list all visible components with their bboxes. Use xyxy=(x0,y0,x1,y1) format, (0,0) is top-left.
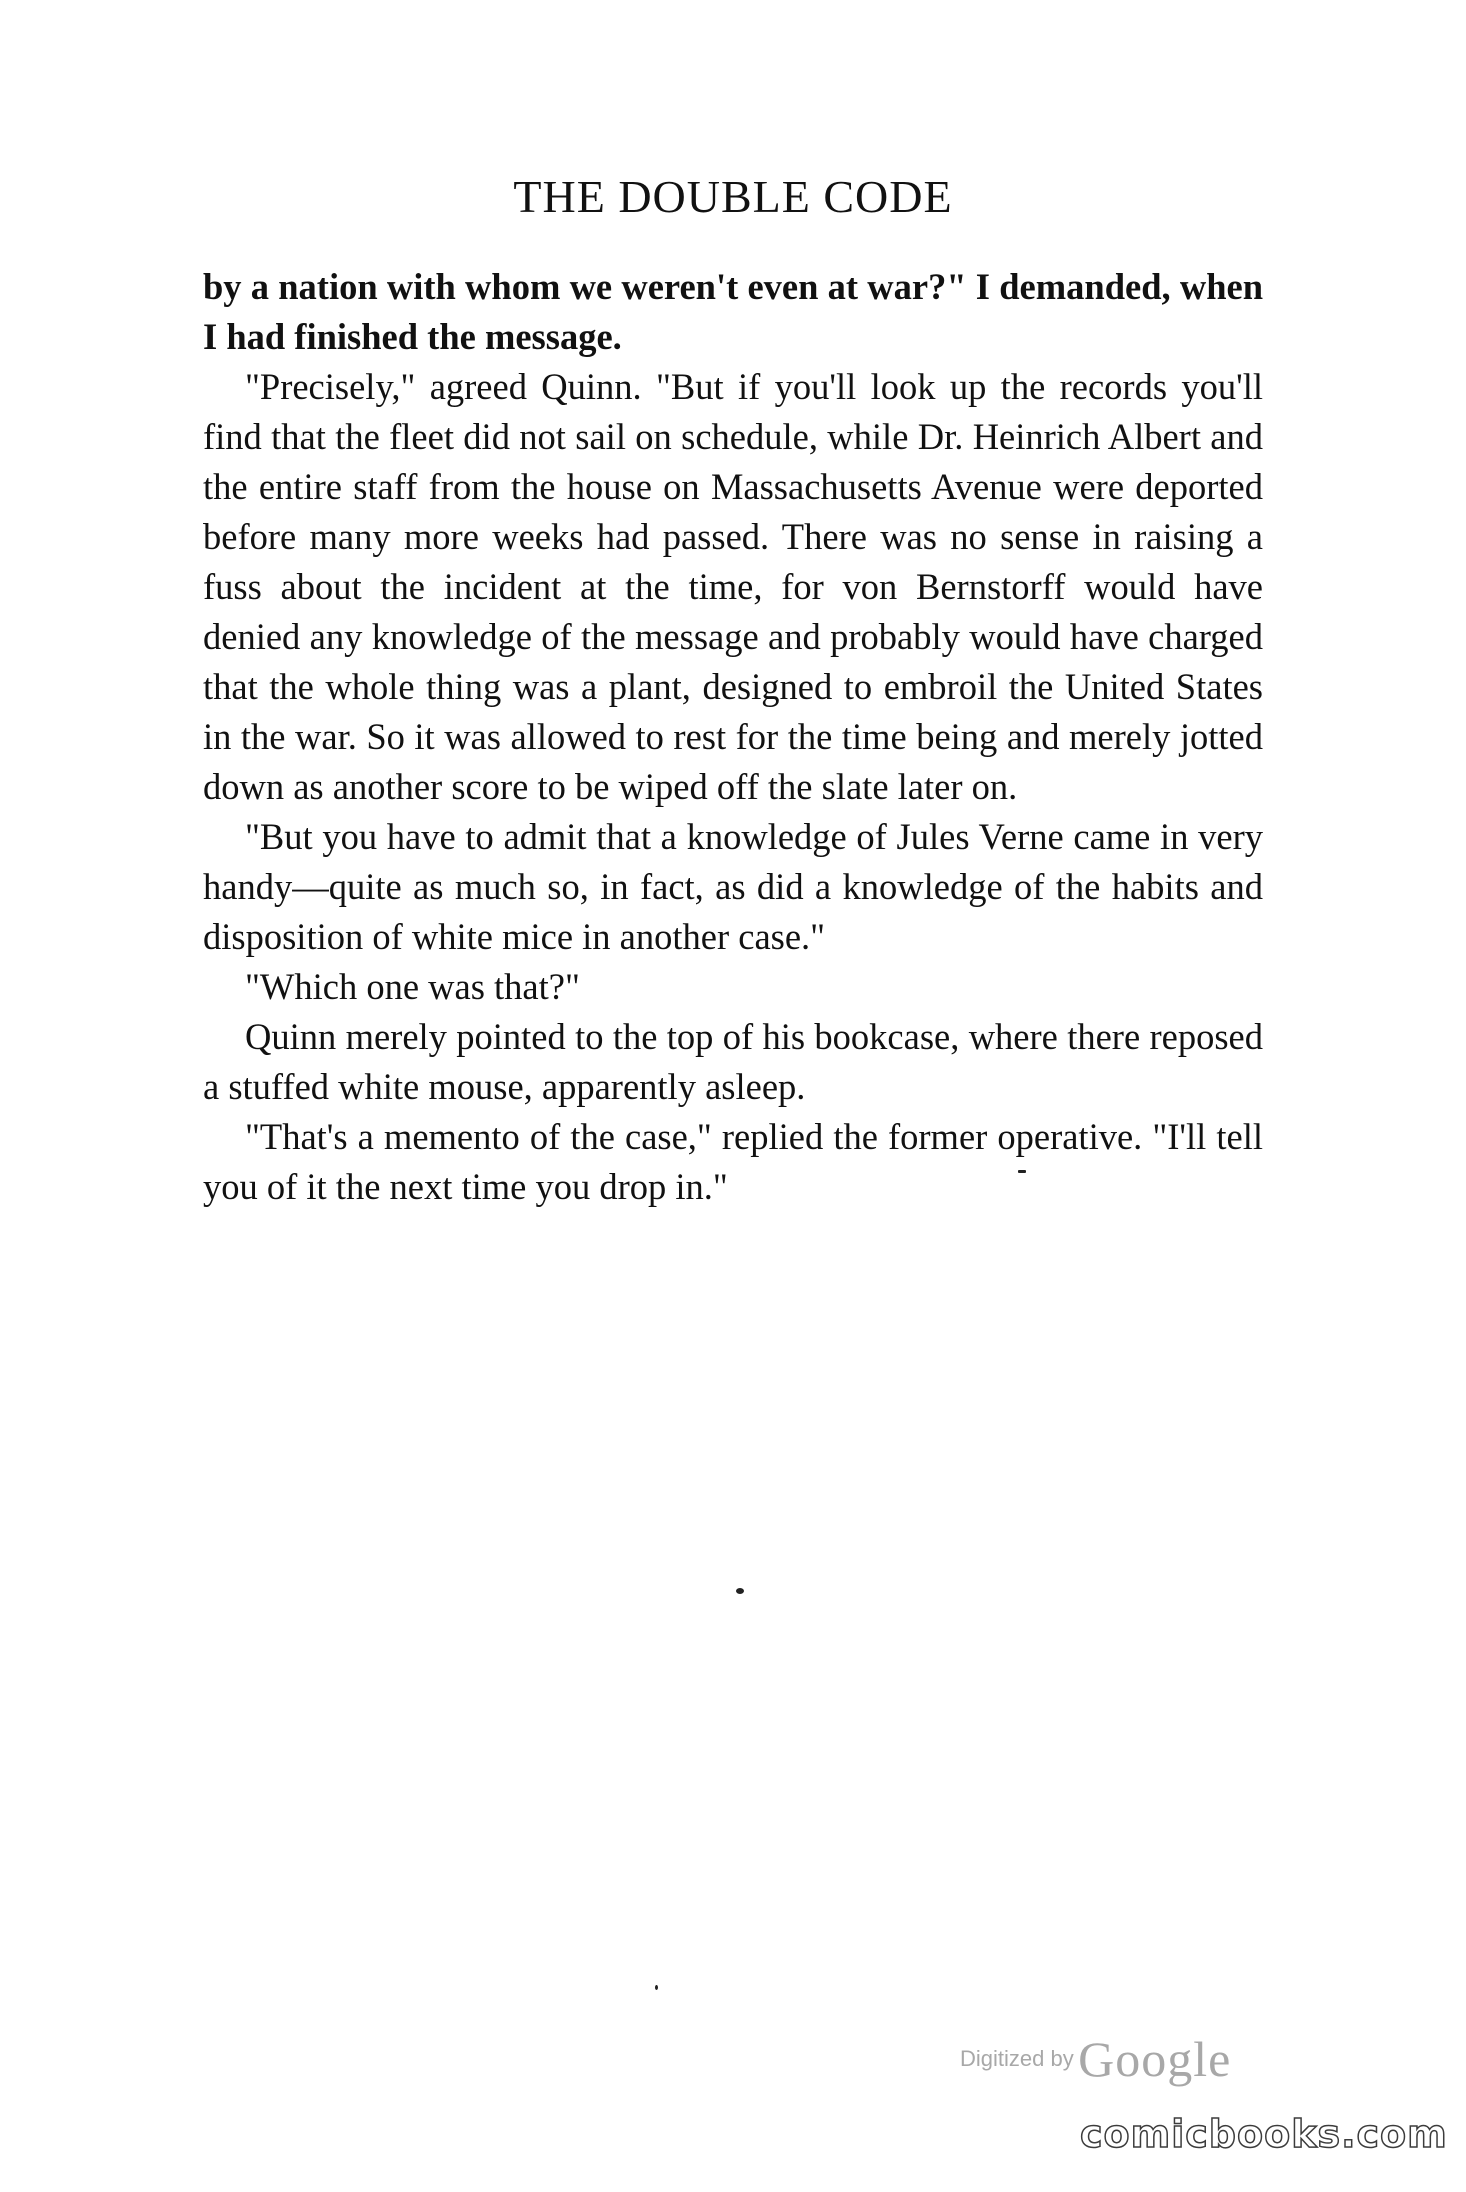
watermark: comicbooks.com xyxy=(1080,2112,1448,2156)
page-title: THE DOUBLE CODE xyxy=(513,171,953,222)
ink-speck xyxy=(736,1588,744,1594)
ink-speck xyxy=(1018,1170,1026,1173)
body-text xyxy=(203,262,1263,1212)
google-logo: Google xyxy=(1078,2031,1232,2087)
paragraph-5: Quinn merely pointed to the top of his bookcase, where there reposed a stuffed white mouse, apparently asleep. xyxy=(203,1016,1263,1107)
digitized-by-google xyxy=(960,2030,1231,2088)
paragraph-3: "But you have to admit that a knowledge of Jules Verne came in very handy—quite as much so, in fact, as did a knowledge of the habits and disposition of white mice in another case." xyxy=(203,816,1263,957)
digitized-by-label: Digitized by xyxy=(960,2046,1074,2071)
paragraph-4: "Which one was that?" xyxy=(245,966,580,1007)
paragraph-6: "That's a memento of the case," replied the former operative. "I'll tell you of it the next time you drop in." xyxy=(203,1116,1263,1207)
paragraph-2: "Precisely," agreed Quinn. "But if you'll look up the records you'll find that the fleet did not sail on schedule, while Dr. Heinrich Albert and the entire staff from the house on Massachusetts Avenue were deported before many more weeks had passed. There was no sense in raising a fuss about the incident at the time, for von Bernstorff would have denied any knowledge of the message and probably would have charged that the whole thing was a plant, designed to embroil the United States in the war. So it was allowed to rest for the time being and merely jotted down as another score to be wiped off the slate later on. xyxy=(203,366,1263,807)
ink-speck xyxy=(655,1985,658,1990)
paragraph-1: by a nation with whom we weren't even at war?" I demanded, when I had finished the message. xyxy=(203,266,1263,357)
